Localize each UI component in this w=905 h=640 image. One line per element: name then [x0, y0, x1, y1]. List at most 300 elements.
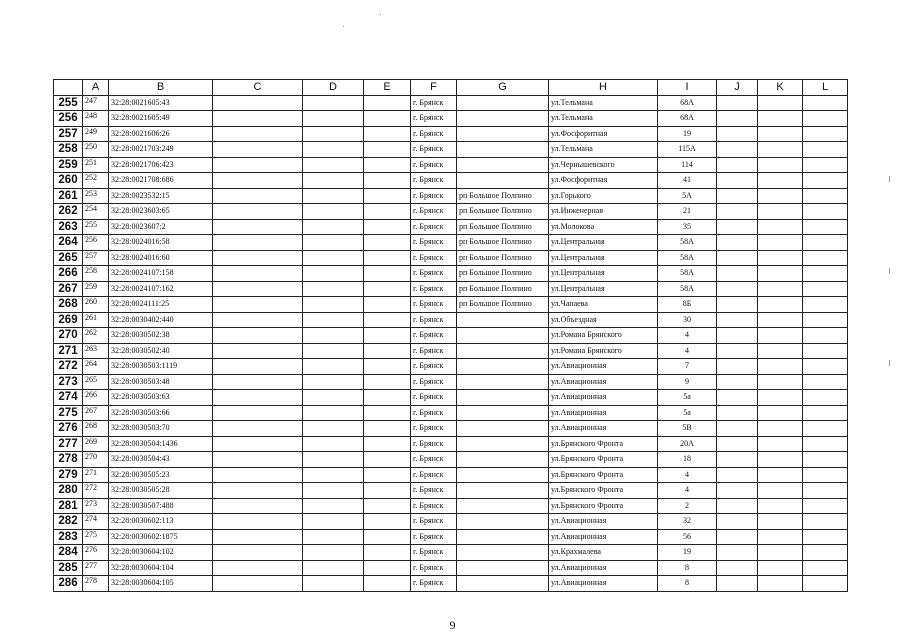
- cell-b: 32:28:0024016:58: [109, 235, 213, 251]
- cell-k: [758, 436, 803, 452]
- cell-j: [717, 576, 758, 592]
- cell-b: 32:28:0030503:70: [109, 421, 213, 437]
- cell-d: [303, 188, 364, 204]
- table-row: [54, 483, 848, 499]
- cell-i: 8: [658, 576, 717, 592]
- cell-e: [364, 111, 411, 127]
- cell-l: [803, 281, 848, 297]
- cell-e: [364, 576, 411, 592]
- cell-l: [803, 498, 848, 514]
- cell-i: 5а: [658, 405, 717, 421]
- cell-h: ул.Крахмалева: [549, 545, 658, 561]
- table-body: [54, 95, 848, 591]
- cell-e: [364, 235, 411, 251]
- cell-f: г. Брянск: [411, 421, 457, 437]
- cell-f: г. Брянск: [411, 576, 457, 592]
- row-number: 255: [54, 95, 83, 111]
- cell-a: 274: [83, 514, 109, 530]
- cell-f: г. Брянск: [411, 390, 457, 406]
- cell-a: 260: [83, 297, 109, 313]
- cell-g: рп Большое Полпино: [457, 204, 549, 220]
- cell-j: [717, 467, 758, 483]
- cell-j: [717, 359, 758, 375]
- cell-i: 20А: [658, 436, 717, 452]
- row-number: 278: [54, 452, 83, 468]
- cell-k: [758, 266, 803, 282]
- cell-g: [457, 173, 549, 189]
- cell-b: 32:28:0024107:162: [109, 281, 213, 297]
- cell-f: г. Брянск: [411, 328, 457, 344]
- cell-k: [758, 498, 803, 514]
- cell-e: [364, 359, 411, 375]
- cell-g: [457, 374, 549, 390]
- cell-b: 32:28:0030503:1119: [109, 359, 213, 375]
- cell-c: [213, 250, 303, 266]
- table-row: [54, 312, 848, 328]
- cell-c: [213, 514, 303, 530]
- cell-c: [213, 529, 303, 545]
- corner-cell: [54, 80, 83, 96]
- cell-h: ул.Романа Брянского: [549, 343, 658, 359]
- cell-j: [717, 266, 758, 282]
- table-row: [54, 157, 848, 173]
- cell-j: [717, 545, 758, 561]
- cell-c: [213, 343, 303, 359]
- cell-b: 32:28:0030402:440: [109, 312, 213, 328]
- cell-g: рп Большое Полпино: [457, 235, 549, 251]
- cell-c: [213, 204, 303, 220]
- cell-d: [303, 343, 364, 359]
- cell-k: [758, 374, 803, 390]
- cell-j: [717, 436, 758, 452]
- cell-i: 115А: [658, 142, 717, 158]
- table-row: [54, 235, 848, 251]
- cell-l: [803, 390, 848, 406]
- cell-k: [758, 281, 803, 297]
- cell-i: 19: [658, 126, 717, 142]
- cell-l: [803, 529, 848, 545]
- cell-d: [303, 560, 364, 576]
- cell-b: 32:28:0030604:104: [109, 560, 213, 576]
- column-header-i: I: [658, 80, 717, 96]
- cell-f: г. Брянск: [411, 173, 457, 189]
- row-number: 265: [54, 250, 83, 266]
- table-row: [54, 452, 848, 468]
- cell-l: [803, 514, 848, 530]
- cell-f: г. Брянск: [411, 560, 457, 576]
- cell-h: ул.Тельмана: [549, 142, 658, 158]
- cell-e: [364, 297, 411, 313]
- cell-f: г. Брянск: [411, 498, 457, 514]
- cell-d: [303, 405, 364, 421]
- cell-j: [717, 514, 758, 530]
- cell-i: 4: [658, 343, 717, 359]
- cell-c: [213, 266, 303, 282]
- cell-d: [303, 95, 364, 111]
- cell-k: [758, 514, 803, 530]
- cell-i: 8: [658, 560, 717, 576]
- column-header-a: A: [83, 80, 109, 96]
- cell-f: г. Брянск: [411, 343, 457, 359]
- cell-b: 32:28:0023603:65: [109, 204, 213, 220]
- cell-d: [303, 142, 364, 158]
- row-number: 272: [54, 359, 83, 375]
- row-number: 268: [54, 297, 83, 313]
- scan-speck: [343, 26, 344, 27]
- cell-g: [457, 467, 549, 483]
- cell-c: [213, 390, 303, 406]
- row-number: 269: [54, 312, 83, 328]
- cell-c: [213, 126, 303, 142]
- cell-k: [758, 421, 803, 437]
- table-row: [54, 266, 848, 282]
- cell-g: [457, 142, 549, 158]
- cell-d: [303, 436, 364, 452]
- cell-i: 5А: [658, 188, 717, 204]
- table-row: [54, 405, 848, 421]
- table-row: [54, 467, 848, 483]
- cell-g: [457, 498, 549, 514]
- cell-b: 32:28:0021605:43: [109, 95, 213, 111]
- cell-f: г. Брянск: [411, 467, 457, 483]
- row-number: 270: [54, 328, 83, 344]
- cell-b: 32:28:0030503:66: [109, 405, 213, 421]
- table-row: [54, 281, 848, 297]
- cell-l: [803, 297, 848, 313]
- cell-a: 261: [83, 312, 109, 328]
- cell-a: 254: [83, 204, 109, 220]
- cell-a: 250: [83, 142, 109, 158]
- row-number: 276: [54, 421, 83, 437]
- cell-h: ул.Авиационная: [549, 390, 658, 406]
- row-number: 261: [54, 188, 83, 204]
- cell-d: [303, 359, 364, 375]
- cell-b: 32:28:0030602:113: [109, 514, 213, 530]
- cell-c: [213, 173, 303, 189]
- cell-j: [717, 173, 758, 189]
- cell-d: [303, 576, 364, 592]
- cell-h: ул.Брянского Фронта: [549, 483, 658, 499]
- cell-c: [213, 452, 303, 468]
- cell-j: [717, 498, 758, 514]
- column-header-d: D: [303, 80, 364, 96]
- cell-h: ул.Центральная: [549, 281, 658, 297]
- cell-f: г. Брянск: [411, 514, 457, 530]
- cell-k: [758, 390, 803, 406]
- cell-b: 32:28:0021708:686: [109, 173, 213, 189]
- table-row: [54, 188, 848, 204]
- cell-i: 4: [658, 483, 717, 499]
- cell-e: [364, 498, 411, 514]
- cell-a: 278: [83, 576, 109, 592]
- cell-b: 32:28:0030503:63: [109, 390, 213, 406]
- column-header-k: K: [758, 80, 803, 96]
- cell-b: 32:28:0030604:105: [109, 576, 213, 592]
- cell-g: [457, 483, 549, 499]
- cell-d: [303, 421, 364, 437]
- cell-f: г. Брянск: [411, 235, 457, 251]
- cell-d: [303, 498, 364, 514]
- cell-g: [457, 328, 549, 344]
- table-row: [54, 250, 848, 266]
- cell-f: г. Брянск: [411, 157, 457, 173]
- cell-b: 32:28:0021605:49: [109, 111, 213, 127]
- cell-a: 272: [83, 483, 109, 499]
- cell-f: г. Брянск: [411, 405, 457, 421]
- cell-i: 9: [658, 374, 717, 390]
- cell-e: [364, 95, 411, 111]
- cell-k: [758, 483, 803, 499]
- table-row: [54, 142, 848, 158]
- cell-h: ул.Горького: [549, 188, 658, 204]
- cell-f: г. Брянск: [411, 545, 457, 561]
- cell-i: 4: [658, 467, 717, 483]
- table-row: [54, 111, 848, 127]
- cell-l: [803, 452, 848, 468]
- cell-l: [803, 405, 848, 421]
- row-number: 262: [54, 204, 83, 220]
- cell-d: [303, 235, 364, 251]
- cell-c: [213, 359, 303, 375]
- cell-a: 248: [83, 111, 109, 127]
- cell-l: [803, 204, 848, 220]
- cell-h: ул.Романа Брянского: [549, 328, 658, 344]
- cell-d: [303, 204, 364, 220]
- cell-g: [457, 405, 549, 421]
- cell-j: [717, 281, 758, 297]
- cell-k: [758, 173, 803, 189]
- cell-b: 32:28:0030503:48: [109, 374, 213, 390]
- cell-l: [803, 436, 848, 452]
- cell-g: [457, 95, 549, 111]
- cell-c: [213, 560, 303, 576]
- cell-b: 32:28:0021703:249: [109, 142, 213, 158]
- column-header-row: [54, 80, 848, 96]
- table-row: [54, 514, 848, 530]
- cell-j: [717, 374, 758, 390]
- cell-f: г. Брянск: [411, 250, 457, 266]
- page-number: 9: [449, 618, 456, 632]
- cell-d: [303, 126, 364, 142]
- cell-l: [803, 483, 848, 499]
- cell-a: 269: [83, 436, 109, 452]
- table-row: [54, 328, 848, 344]
- cell-a: 264: [83, 359, 109, 375]
- cell-l: [803, 374, 848, 390]
- cell-i: 58А: [658, 281, 717, 297]
- cell-b: 32:28:0030604:102: [109, 545, 213, 561]
- cell-f: г. Брянск: [411, 312, 457, 328]
- cell-h: ул.Тельмана: [549, 95, 658, 111]
- cell-g: [457, 514, 549, 530]
- column-header-h: H: [549, 80, 658, 96]
- cell-h: ул.Инженерная: [549, 204, 658, 220]
- cell-d: [303, 173, 364, 189]
- cell-k: [758, 95, 803, 111]
- cell-a: 252: [83, 173, 109, 189]
- cell-f: г. Брянск: [411, 111, 457, 127]
- cell-e: [364, 483, 411, 499]
- cell-c: [213, 576, 303, 592]
- cell-j: [717, 390, 758, 406]
- cell-f: г. Брянск: [411, 281, 457, 297]
- cell-g: [457, 452, 549, 468]
- cell-c: [213, 483, 303, 499]
- cell-l: [803, 95, 848, 111]
- cell-f: г. Брянск: [411, 452, 457, 468]
- cell-d: [303, 281, 364, 297]
- cell-i: 2: [658, 498, 717, 514]
- cell-l: [803, 359, 848, 375]
- cell-b: 32:28:0021606:26: [109, 126, 213, 142]
- cell-k: [758, 328, 803, 344]
- cell-j: [717, 343, 758, 359]
- cell-h: ул.Объездная: [549, 312, 658, 328]
- cell-a: 270: [83, 452, 109, 468]
- cell-h: ул.Брянского Фронта: [549, 436, 658, 452]
- cell-i: 5а: [658, 390, 717, 406]
- cell-c: [213, 312, 303, 328]
- cell-d: [303, 452, 364, 468]
- table-row: [54, 374, 848, 390]
- cell-h: ул.Центральная: [549, 250, 658, 266]
- table-row: [54, 560, 848, 576]
- cell-b: 32:28:0023532:15: [109, 188, 213, 204]
- cell-j: [717, 188, 758, 204]
- table-row: [54, 390, 848, 406]
- cell-g: [457, 359, 549, 375]
- cell-k: [758, 204, 803, 220]
- cell-c: [213, 188, 303, 204]
- cell-l: [803, 421, 848, 437]
- cell-e: [364, 250, 411, 266]
- cell-h: ул.Авиационная: [549, 560, 658, 576]
- row-number: 267: [54, 281, 83, 297]
- row-number: 277: [54, 436, 83, 452]
- cell-f: г. Брянск: [411, 204, 457, 220]
- cell-c: [213, 111, 303, 127]
- table-row: [54, 219, 848, 235]
- cell-d: [303, 374, 364, 390]
- row-number: 282: [54, 514, 83, 530]
- cell-g: рп Большое Полпино: [457, 250, 549, 266]
- cell-f: г. Брянск: [411, 142, 457, 158]
- cell-e: [364, 405, 411, 421]
- table-row: [54, 204, 848, 220]
- cell-i: 5В: [658, 421, 717, 437]
- cell-a: 271: [83, 467, 109, 483]
- cell-e: [364, 467, 411, 483]
- cell-e: [364, 157, 411, 173]
- table-row: [54, 545, 848, 561]
- scan-speck: [889, 268, 890, 274]
- cell-j: [717, 452, 758, 468]
- cell-b: 32:28:0030602:1875: [109, 529, 213, 545]
- cell-b: 32:28:0030504:1436: [109, 436, 213, 452]
- row-number: 275: [54, 405, 83, 421]
- cell-i: 19: [658, 545, 717, 561]
- cell-h: ул.Брянского Фронта: [549, 467, 658, 483]
- cell-e: [364, 343, 411, 359]
- table-row: [54, 297, 848, 313]
- cell-k: [758, 560, 803, 576]
- cell-k: [758, 157, 803, 173]
- cell-k: [758, 359, 803, 375]
- table-row: [54, 529, 848, 545]
- cell-g: [457, 576, 549, 592]
- cell-a: 273: [83, 498, 109, 514]
- cell-c: [213, 405, 303, 421]
- cell-h: ул.Чапаева: [549, 297, 658, 313]
- cell-d: [303, 467, 364, 483]
- cell-i: 56: [658, 529, 717, 545]
- column-header-j: J: [717, 80, 758, 96]
- cell-c: [213, 498, 303, 514]
- row-number: 273: [54, 374, 83, 390]
- cell-i: 58А: [658, 250, 717, 266]
- cell-k: [758, 250, 803, 266]
- cell-g: [457, 421, 549, 437]
- cell-a: 268: [83, 421, 109, 437]
- cell-c: [213, 281, 303, 297]
- cell-h: ул.Чернышевского: [549, 157, 658, 173]
- cell-a: 259: [83, 281, 109, 297]
- cell-j: [717, 157, 758, 173]
- cell-j: [717, 297, 758, 313]
- cell-j: [717, 328, 758, 344]
- cell-j: [717, 142, 758, 158]
- cell-l: [803, 126, 848, 142]
- cell-g: [457, 436, 549, 452]
- cell-l: [803, 188, 848, 204]
- cell-e: [364, 529, 411, 545]
- cell-e: [364, 421, 411, 437]
- cell-a: 276: [83, 545, 109, 561]
- cell-g: рп Большое Полпино: [457, 188, 549, 204]
- cell-k: [758, 405, 803, 421]
- cell-h: ул.Центральная: [549, 266, 658, 282]
- row-number: 284: [54, 545, 83, 561]
- cell-f: г. Брянск: [411, 297, 457, 313]
- cell-i: 32: [658, 514, 717, 530]
- cell-d: [303, 545, 364, 561]
- cell-g: рп Большое Полпино: [457, 281, 549, 297]
- cell-i: 68А: [658, 111, 717, 127]
- cell-e: [364, 312, 411, 328]
- cell-l: [803, 173, 848, 189]
- cell-c: [213, 219, 303, 235]
- cell-i: 4: [658, 328, 717, 344]
- table-row: [54, 173, 848, 189]
- cell-h: ул.Тельмана: [549, 111, 658, 127]
- cell-i: 58А: [658, 266, 717, 282]
- cell-k: [758, 312, 803, 328]
- cell-e: [364, 452, 411, 468]
- cell-i: 114: [658, 157, 717, 173]
- cell-a: 256: [83, 235, 109, 251]
- cell-i: 30: [658, 312, 717, 328]
- cell-i: 35: [658, 219, 717, 235]
- cell-a: 255: [83, 219, 109, 235]
- cell-f: г. Брянск: [411, 529, 457, 545]
- cell-a: 263: [83, 343, 109, 359]
- cell-f: г. Брянск: [411, 359, 457, 375]
- cell-a: 247: [83, 95, 109, 111]
- cell-c: [213, 545, 303, 561]
- cell-a: 266: [83, 390, 109, 406]
- cell-f: г. Брянск: [411, 219, 457, 235]
- cell-d: [303, 483, 364, 499]
